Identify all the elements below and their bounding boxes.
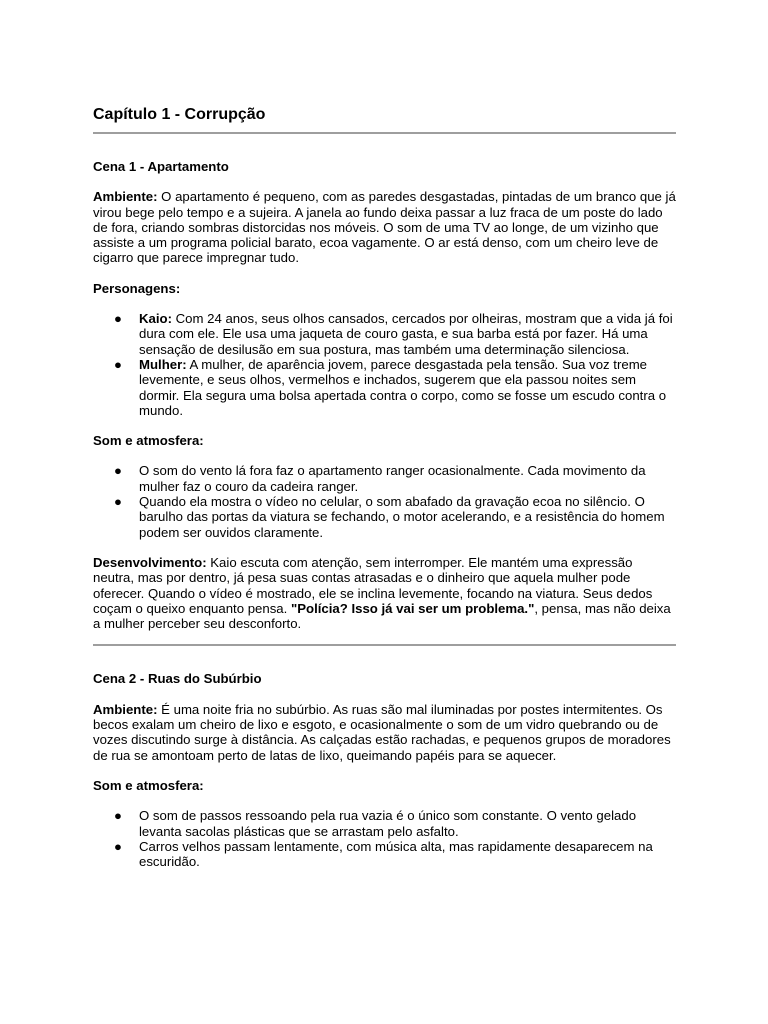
list-item [93,808,676,839]
personagens-heading: Personagens: [93,280,181,296]
character-name: Kaio: [139,311,172,327]
list-item [93,463,676,494]
desenvolvimento-quote: "Polícia? Isso já vai ser um problema." [290,600,535,616]
scene-title: Cena 2 - Ruas do Subúrbio [93,671,262,687]
list-item-text: Quando ela mostra o vídeo no celular, o som abafado da gravação ecoa no silêncio. O barulho das portas da viatura se fechando, o motor acelerando, e a resistência do homem podem ser ouvidos claramente. [139,494,665,540]
som-heading: Som e atmosfera: [93,777,204,793]
character-description: Com 24 anos, seus olhos cansados, cercados por olheiras, mostram que a vida já foi dura com ele. Ele usa uma jaqueta de couro gasta, e sua barba está por fazer. Há uma sensação de desilusão em sua postura, mas também uma determinação silenciosa. [139,311,673,357]
list-item [93,357,676,418]
list-item [93,494,676,540]
ambiente-label: Ambiente: [93,189,158,205]
som-heading: Som e atmosfera: [93,433,204,449]
ambiente-text: O apartamento é pequeno, com as paredes desgastadas, pintadas de um branco que já virou bege pelo tempo e a sujeira. A janela ao fundo deixa passar a luz fraca de um poste do lado de fora, criando sombras distorcidas nos móveis. O som de uma TV ao longe, de um vizinho que assiste a um programa policial barato, ecoa vagamente. O ar está denso, com um cheiro leve de cigarro que parece impregnar tudo. [93,189,676,266]
som-list [93,463,676,539]
desenvolvimento-text-end: , pensa, mas não deixa a mulher perceber seu desconforto. [93,600,671,632]
document-page [93,100,676,869]
list-item-text: O som de passos ressoando pela rua vazia é o único som constante. O vento gelado levanta sacolas plásticas que se arrastam pelo asfalto. [139,808,637,839]
list-item [93,311,676,357]
bullet-icon: ● [114,311,122,327]
desenvolvimento-text: Kaio escuta com atenção, sem interromper. Ele mantém uma expressão neutra, mas por dentro, já pesa suas contas atrasadas e o dinheiro que aquela mulher pode oferecer. Quando o vídeo é mostrado, ele se inclina levemente, focando na viatura. Seus dedos coçam o queixo enquanto pensa. [93,554,653,616]
list-item-text: Carros velhos passam lentamente, com música alta, mas rapidamente desaparecem na escuridão. [139,838,653,870]
bullet-icon: ● [114,494,122,510]
bullet-icon: ● [114,838,122,854]
ambiente-paragraph [93,702,676,763]
list-item [93,839,676,870]
som-list [93,808,676,869]
personagens-list [93,311,676,418]
scene-title: Cena 1 - Apartamento [93,159,229,174]
ambiente-paragraph [93,189,676,265]
divider [93,132,676,134]
desenvolvimento-label: Desenvolvimento: [93,554,207,570]
bullet-icon: ● [114,808,122,824]
desenvolvimento-paragraph [93,555,676,631]
character-name: Mulher: [139,356,187,372]
bullet-icon: ● [114,463,122,479]
ambiente-text: É uma noite fria no subúrbio. As ruas são mal iluminadas por postes intermitentes. Os becos exalam um cheiro de lixo e esgoto, e ocasionalmente o som de um vidro quebrando ou de vozes discutindo surge à distância. As calçadas estão rachadas, e pequenos grupos de moradores de rua se amontoam perto de latas de lixo, queimando papéis para se aquecer. [93,701,671,763]
list-item-text: O som do vento lá fora faz o apartamento ranger ocasionalmente. Cada movimento da mulher faz o couro da cadeira ranger. [139,463,646,494]
ambiente-label: Ambiente: [93,701,158,717]
divider [93,644,676,646]
bullet-icon: ● [114,356,122,372]
chapter-title: Capítulo 1 - Corrupção [93,106,266,123]
character-description: A mulher, de aparência jovem, parece desgastada pela tensão. Sua voz treme levemente, e seus olhos, vermelhos e inchados, sugerem que ela passou noites sem dormir. Ela segura uma bolsa apertada contra o corpo, como se fosse um escudo contra o mundo. [139,356,667,418]
